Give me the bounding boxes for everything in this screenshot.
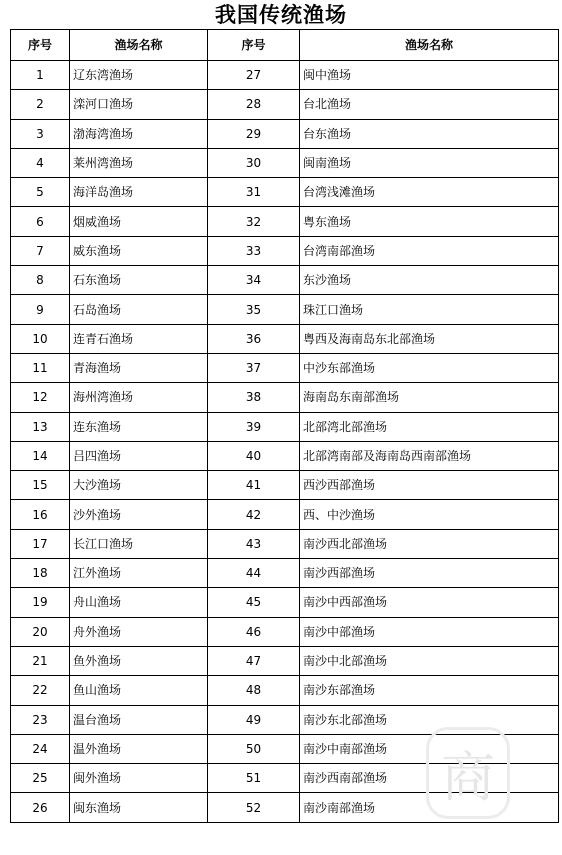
row-index-right: 50	[208, 734, 300, 763]
row-name-right: 北部湾南部及海南岛西南部渔场	[300, 441, 559, 470]
row-index-right: 35	[208, 295, 300, 324]
row-name-left: 温台渔场	[70, 705, 208, 734]
table-row	[11, 353, 559, 382]
row-index-right: 32	[208, 207, 300, 236]
table-row	[11, 529, 559, 558]
row-name-left: 闽外渔场	[70, 764, 208, 793]
row-name-right: 南沙西南部渔场	[300, 764, 559, 793]
row-name-right: 台湾南部渔场	[300, 236, 559, 265]
table-row	[11, 646, 559, 675]
table-row	[11, 588, 559, 617]
row-name-left: 海州湾渔场	[70, 383, 208, 412]
row-name-right: 北部湾北部渔场	[300, 412, 559, 441]
row-index-right: 29	[208, 119, 300, 148]
row-name-left: 舟山渔场	[70, 588, 208, 617]
table-row	[11, 412, 559, 441]
row-name-right: 南沙东部渔场	[300, 676, 559, 705]
row-name-left: 鱼外渔场	[70, 646, 208, 675]
row-index-left: 1	[11, 61, 70, 90]
table-row	[11, 559, 559, 588]
row-name-left: 威东渔场	[70, 236, 208, 265]
row-index-right: 36	[208, 324, 300, 353]
row-name-right: 粤东渔场	[300, 207, 559, 236]
row-name-right: 南沙中南部渔场	[300, 734, 559, 763]
fishing-grounds-table	[10, 29, 559, 823]
row-index-left: 15	[11, 471, 70, 500]
row-index-right: 27	[208, 61, 300, 90]
page-title: 我国传统渔场	[215, 2, 347, 27]
row-index-left: 25	[11, 764, 70, 793]
row-index-right: 49	[208, 705, 300, 734]
row-name-left: 温外渔场	[70, 734, 208, 763]
row-index-right: 37	[208, 353, 300, 382]
row-index-left: 2	[11, 90, 70, 119]
row-name-right: 珠江口渔场	[300, 295, 559, 324]
row-name-left: 连东渔场	[70, 412, 208, 441]
row-name-left: 石东渔场	[70, 266, 208, 295]
table-row	[11, 764, 559, 793]
table-row	[11, 207, 559, 236]
row-index-right: 30	[208, 148, 300, 177]
row-index-left: 24	[11, 734, 70, 763]
row-index-left: 6	[11, 207, 70, 236]
table-row	[11, 90, 559, 119]
row-index-left: 9	[11, 295, 70, 324]
row-index-left: 17	[11, 529, 70, 558]
row-index-left: 23	[11, 705, 70, 734]
row-name-left: 江外渔场	[70, 559, 208, 588]
row-index-right: 39	[208, 412, 300, 441]
row-index-left: 13	[11, 412, 70, 441]
row-index-right: 52	[208, 793, 300, 822]
row-index-left: 8	[11, 266, 70, 295]
row-name-left: 辽东湾渔场	[70, 61, 208, 90]
row-name-right: 西沙西部渔场	[300, 471, 559, 500]
row-name-right: 南沙南部渔场	[300, 793, 559, 822]
table-row	[11, 793, 559, 822]
row-name-right: 海南岛东南部渔场	[300, 383, 559, 412]
row-name-right: 南沙东北部渔场	[300, 705, 559, 734]
row-index-right: 38	[208, 383, 300, 412]
watermark-glyph: 商	[441, 745, 495, 809]
row-index-right: 44	[208, 559, 300, 588]
row-index-left: 21	[11, 646, 70, 675]
row-index-right: 28	[208, 90, 300, 119]
row-name-left: 闽东渔场	[70, 793, 208, 822]
row-name-left: 沙外渔场	[70, 500, 208, 529]
table-row	[11, 148, 559, 177]
row-index-right: 43	[208, 529, 300, 558]
row-index-right: 31	[208, 178, 300, 207]
row-name-right: 台东渔场	[300, 119, 559, 148]
table-row	[11, 617, 559, 646]
table-body	[11, 61, 559, 823]
row-name-right: 闽中渔场	[300, 61, 559, 90]
table-row	[11, 441, 559, 470]
header-index-right: 序号	[208, 30, 300, 61]
row-name-right: 中沙东部渔场	[300, 353, 559, 382]
row-index-left: 20	[11, 617, 70, 646]
header-name-right: 渔场名称	[300, 30, 559, 61]
row-name-left: 石岛渔场	[70, 295, 208, 324]
row-index-left: 11	[11, 353, 70, 382]
row-name-left: 连青石渔场	[70, 324, 208, 353]
row-index-left: 22	[11, 676, 70, 705]
row-index-left: 26	[11, 793, 70, 822]
row-index-right: 42	[208, 500, 300, 529]
row-index-left: 18	[11, 559, 70, 588]
row-name-left: 莱州湾渔场	[70, 148, 208, 177]
row-name-right: 闽南渔场	[300, 148, 559, 177]
table-row	[11, 61, 559, 90]
table-row	[11, 266, 559, 295]
table-row	[11, 383, 559, 412]
row-index-left: 16	[11, 500, 70, 529]
row-index-right: 34	[208, 266, 300, 295]
row-name-left: 滦河口渔场	[70, 90, 208, 119]
row-name-right: 南沙西北部渔场	[300, 529, 559, 558]
row-index-right: 45	[208, 588, 300, 617]
row-index-left: 12	[11, 383, 70, 412]
row-index-right: 41	[208, 471, 300, 500]
row-name-left: 大沙渔场	[70, 471, 208, 500]
table-row	[11, 676, 559, 705]
row-name-right: 台北渔场	[300, 90, 559, 119]
row-name-right: 南沙中部渔场	[300, 617, 559, 646]
table-row	[11, 236, 559, 265]
row-index-left: 10	[11, 324, 70, 353]
row-index-right: 48	[208, 676, 300, 705]
row-name-right: 南沙中北部渔场	[300, 646, 559, 675]
table-row	[11, 471, 559, 500]
row-name-right: 西、中沙渔场	[300, 500, 559, 529]
row-index-left: 14	[11, 441, 70, 470]
row-index-right: 47	[208, 646, 300, 675]
header-name-left: 渔场名称	[70, 30, 208, 61]
row-name-right: 南沙西部渔场	[300, 559, 559, 588]
row-name-left: 渤海湾渔场	[70, 119, 208, 148]
row-name-right: 台湾浅滩渔场	[300, 178, 559, 207]
row-index-left: 3	[11, 119, 70, 148]
row-name-right: 南沙中西部渔场	[300, 588, 559, 617]
row-name-left: 鱼山渔场	[70, 676, 208, 705]
row-name-right: 粤西及海南岛东北部渔场	[300, 324, 559, 353]
row-index-right: 51	[208, 764, 300, 793]
table-row	[11, 324, 559, 353]
table-row	[11, 295, 559, 324]
header-index-left: 序号	[11, 30, 70, 61]
row-index-left: 4	[11, 148, 70, 177]
row-name-left: 青海渔场	[70, 353, 208, 382]
row-name-left: 海洋岛渔场	[70, 178, 208, 207]
table-row	[11, 734, 559, 763]
row-name-left: 舟外渔场	[70, 617, 208, 646]
row-index-right: 33	[208, 236, 300, 265]
row-index-left: 19	[11, 588, 70, 617]
table-row	[11, 705, 559, 734]
row-name-left: 烟威渔场	[70, 207, 208, 236]
table-row	[11, 119, 559, 148]
row-name-right: 东沙渔场	[300, 266, 559, 295]
row-name-left: 长江口渔场	[70, 529, 208, 558]
table-row	[11, 178, 559, 207]
row-index-left: 5	[11, 178, 70, 207]
row-index-right: 40	[208, 441, 300, 470]
table-header-row	[11, 30, 559, 61]
row-index-right: 46	[208, 617, 300, 646]
table-row	[11, 500, 559, 529]
row-name-left: 吕四渔场	[70, 441, 208, 470]
row-index-left: 7	[11, 236, 70, 265]
